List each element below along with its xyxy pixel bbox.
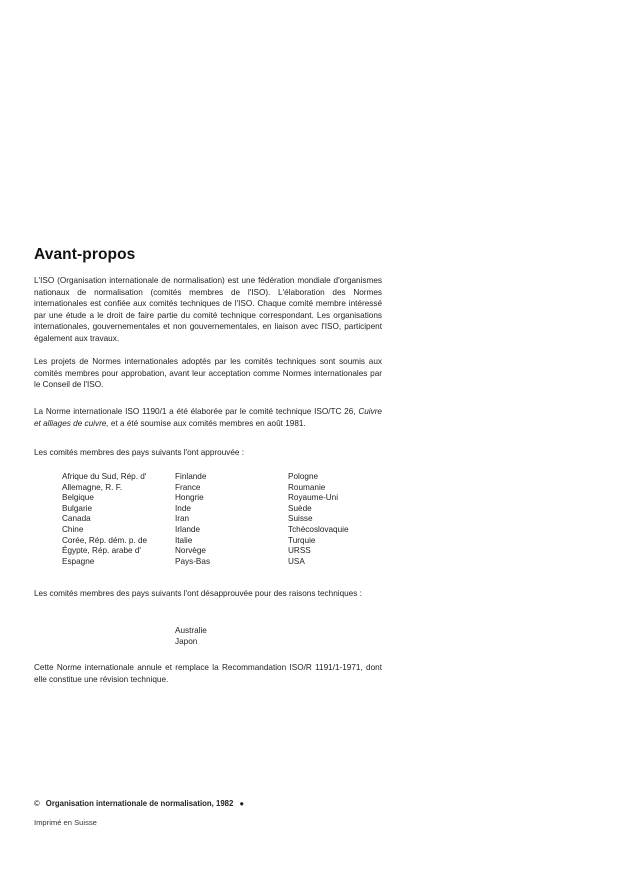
- projects-paragraph: Les projets de Normes internationales adoptés par les comités techniques sont soumis aux comités membres pour approbation, avant leur acceptation comme Normes internationales par le Conseil de l'ISO.: [34, 357, 382, 390]
- country-item: Bulgarie: [62, 503, 93, 513]
- intro-paragraph: L'ISO (Organisation internationale de normalisation) est une fédération mondiale d'organismes nationaux de normalisation (comités membres de l'ISO). L'élaboration des Normes internationales est confiée aux comités techniques de l'ISO. Chaque comité membre intéressé par une étude a le droit de faire partie du comité technique correspondant. Les organisations internationales, gouvernementales et non gouvernementales, en liaison avec l'ISO, participent également aux travaux.: [34, 276, 382, 343]
- approved-column-1: [62, 472, 147, 567]
- country-item: Belgique: [62, 493, 94, 503]
- printed-in-note: Imprimé en Suisse: [34, 818, 97, 827]
- country-item: Afrique du Sud, Rép. d': [62, 472, 147, 481]
- page-title: Avant-propos: [34, 246, 136, 263]
- country-item: Suisse: [288, 514, 313, 524]
- country-item: Pays-Bas: [175, 556, 211, 566]
- approved-intro: Les comités membres des pays suivants l'ont approuvée :: [34, 448, 244, 457]
- approved-column-2: [175, 472, 210, 567]
- replacement-paragraph: Cette Norme internationale annule et remplace la Recommandation ISO/R 1191/1-1971, dont elle constitue une révision technique.: [34, 663, 382, 684]
- country-item: Espagne: [62, 556, 95, 566]
- standard-paragraph: [34, 406, 382, 429]
- standard-text-before: La Norme internationale ISO 1190/1 a été élaborée par le comité technique ISO/TC 26,: [34, 407, 356, 416]
- country-item: Hongrie: [175, 493, 204, 503]
- copyright-text: Organisation internationale de normalisation, 1982: [45, 799, 234, 808]
- country-item: Roumanie: [288, 482, 326, 492]
- country-item: France: [175, 482, 201, 492]
- bullet-icon: ●: [239, 799, 245, 808]
- country-item: Pologne: [288, 472, 319, 481]
- country-item: Irlande: [175, 524, 201, 534]
- country-item: Canada: [62, 514, 91, 524]
- country-item: Finlande: [175, 472, 207, 481]
- country-item: Iran: [175, 514, 190, 524]
- country-item: Japon: [175, 636, 198, 646]
- country-item: Suède: [288, 503, 312, 513]
- standard-committee-title: Cuivre et alliages de cuivre,: [34, 407, 382, 428]
- approved-column-3: [288, 472, 349, 567]
- country-item: Italie: [175, 535, 193, 545]
- country-item: Tchécoslovaquie: [288, 524, 349, 534]
- country-item: Chine: [62, 524, 84, 534]
- country-item: Norvège: [175, 546, 206, 556]
- country-item: Inde: [175, 503, 191, 513]
- country-item: Royaume-Uni: [288, 493, 339, 503]
- country-item: Égypte, Rép. arabe d': [62, 546, 141, 556]
- standard-text-after: et a été soumise aux comités membres en août 1981.: [110, 418, 306, 428]
- country-item: Turquie: [288, 535, 316, 545]
- country-item: URSS: [288, 546, 311, 556]
- disapproved-countries-list: [175, 626, 207, 647]
- country-item: USA: [288, 556, 305, 566]
- copyright-line: [34, 799, 244, 808]
- country-item: Australie: [175, 626, 207, 635]
- country-item: Allemagne, R. F.: [62, 482, 123, 492]
- disapproved-intro: Les comités membres des pays suivants l'ont désapprouvée pour des raisons techniques :: [34, 589, 362, 598]
- copyright-icon: ©: [34, 799, 40, 808]
- country-item: Corée, Rép. dém. p. de: [62, 535, 148, 545]
